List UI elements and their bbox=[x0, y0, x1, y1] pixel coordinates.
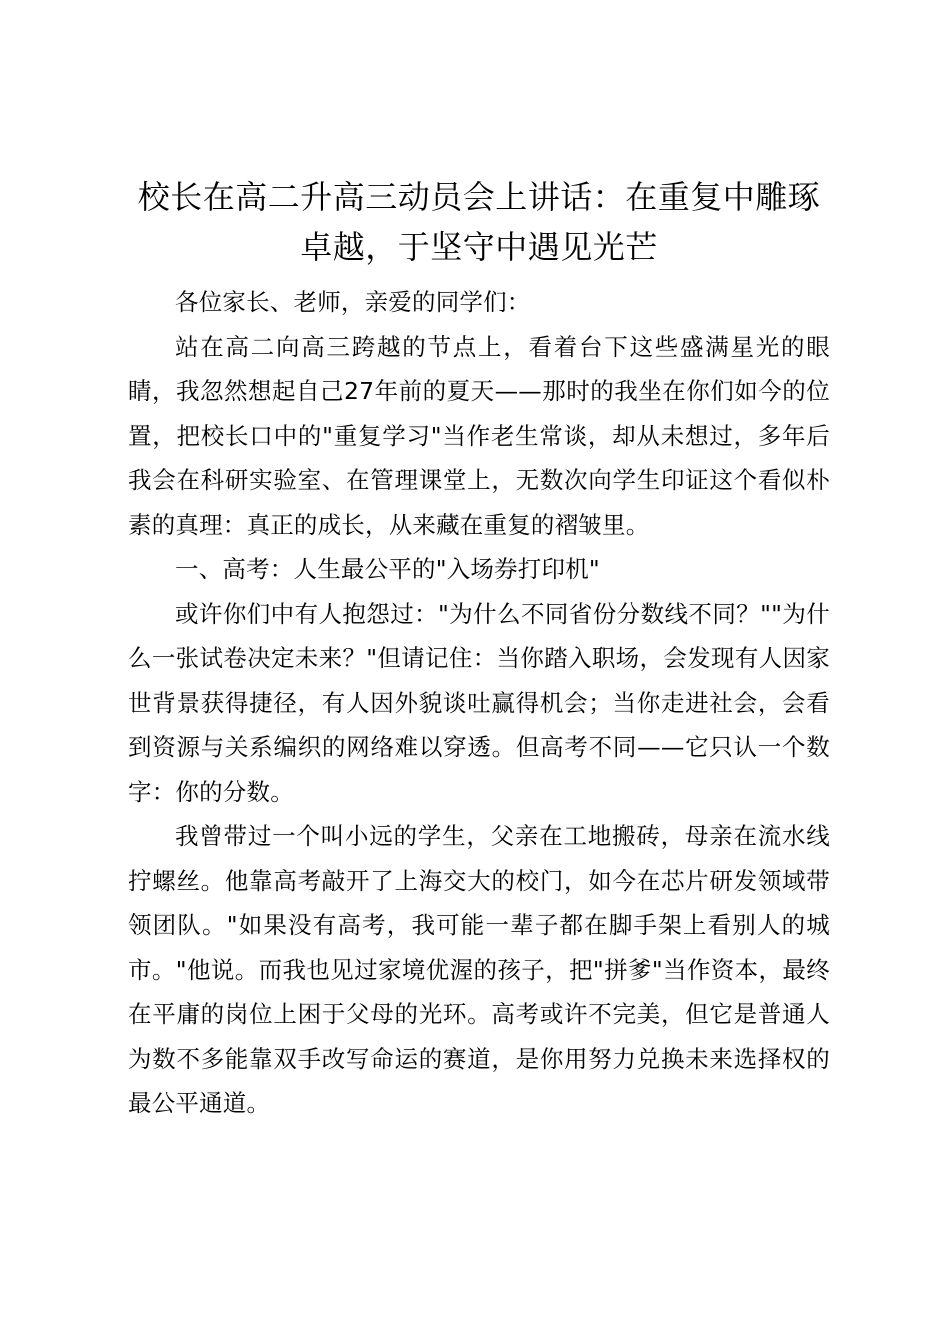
paragraph-gaokao-fairness: 或许你们中有人抱怨过："为什么不同省份分数线不同？""为什么一张试卷决定未来？"但请记住：当你踏入职场，会发现有人因家世背景获得捷径，有人因外貌谈吐赢得机会；当你走进社会，会看到资源与关系编织的网络难以穿透。但高考不同——它只认一个数字：你的分数。 bbox=[128, 599, 830, 806]
document-title: 校长在高二升高三动员会上讲话：在重复中雕琢卓越，于坚守中遇见光芒 bbox=[137, 178, 821, 266]
section-heading-1: 一、高考：人生最公平的"入场券打印机" bbox=[175, 555, 600, 583]
paragraph-intro: 站在高二向高三跨越的节点上，看着台下这些盛满星光的眼睛，我忽然想起自己27年前的夏天——那时的我坐在你们如今的位置，把校长口中的"重复学习"当作老生常谈，却从未想过，多年后我会在科研实验室、在管理课堂上，无数次向学生印证这个看似朴素的真理：真正的成长，从来藏在重复的褶皱里。 bbox=[128, 332, 830, 539]
document-page bbox=[128, 172, 830, 1126]
greeting: 各位家长、老师，亲爱的同学们： bbox=[175, 288, 531, 316]
paragraph-student-story: 我曾带过一个叫小远的学生，父亲在工地搬砖，母亲在流水线拧螺丝。他靠高考敲开了上海交大的校门，如今在芯片研发领域带领团队。"如果没有高考，我可能一辈子都在脚手架上看别人的城市。"他说。而我也见过家境优渥的孩子，把"拼爹"当作资本，最终在平庸的岗位上困于父母的光环。高考或许不完美，但它是普通人为数不多能靠双手改写命运的赛道，是你用努力兑换未来选择权的最公平通道。 bbox=[128, 822, 830, 1117]
